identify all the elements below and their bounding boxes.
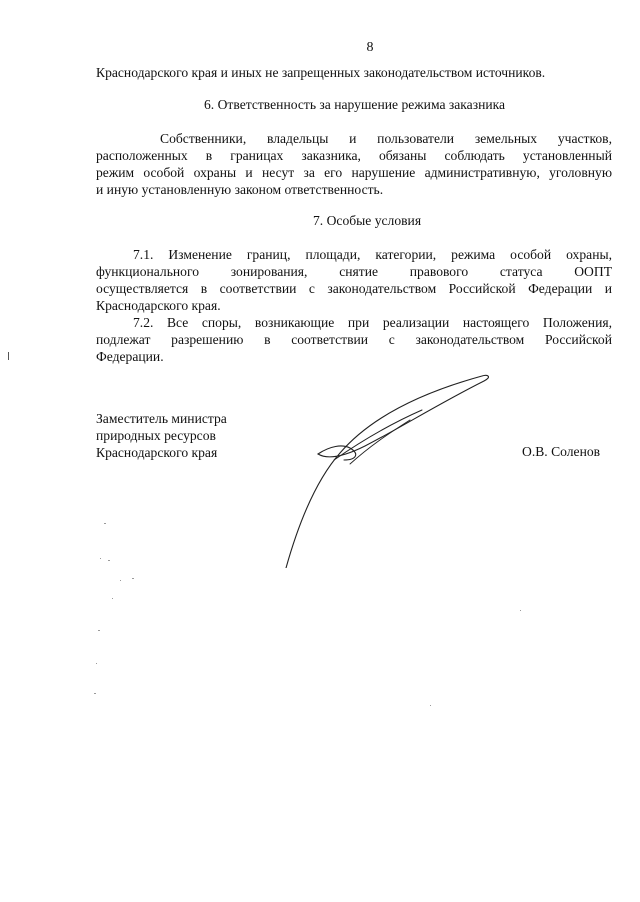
section-7-p1-line-2: функционального зонирования, снятие правового статуса ООПТ — [96, 264, 612, 279]
signatory-title-line-1: Заместитель министра — [96, 411, 227, 426]
signatory-title-line-3: Краснодарского края — [96, 445, 218, 460]
section-6-line-1: Собственники, владельцы и пользователи земельных участков, — [160, 131, 612, 146]
section-7-p1-line-4: Краснодарского края. — [96, 298, 221, 313]
signatory-name: О.В. Соленов — [522, 444, 601, 459]
page-number: 8 — [366, 40, 374, 55]
section-7-p2-line-2: подлежат разрешению в соответствии с законодательством Российской — [96, 332, 612, 347]
signatory-title-line-2: природных ресурсов — [96, 428, 216, 443]
section-6-heading: 6. Ответственность за нарушение режима заказника — [204, 97, 506, 112]
section-7-p2-line-3: Федерации. — [96, 349, 164, 364]
section-7-p1-line-1: 7.1. Изменение границ, площади, категории, режима особой охраны, — [133, 247, 612, 262]
section-6-line-4: и иную установленную законом ответственность. — [96, 182, 384, 197]
section-6-line-3: режим особой охраны и несут за его нарушение административную, уголовную — [96, 165, 612, 180]
section-7-heading: 7. Особые условия — [313, 213, 422, 228]
intro-line: Краснодарского края и иных не запрещенных законодательством источников. — [96, 65, 546, 80]
section-6-line-2: расположенных в границах заказника, обязаны соблюдать установленный — [96, 148, 612, 163]
section-7-p2-line-1: 7.2. Все споры, возникающие при реализации настоящего Положения, — [133, 315, 612, 330]
section-7-p1-line-3: осуществляется в соответствии с законодательством Российской Федерации и — [96, 281, 612, 296]
